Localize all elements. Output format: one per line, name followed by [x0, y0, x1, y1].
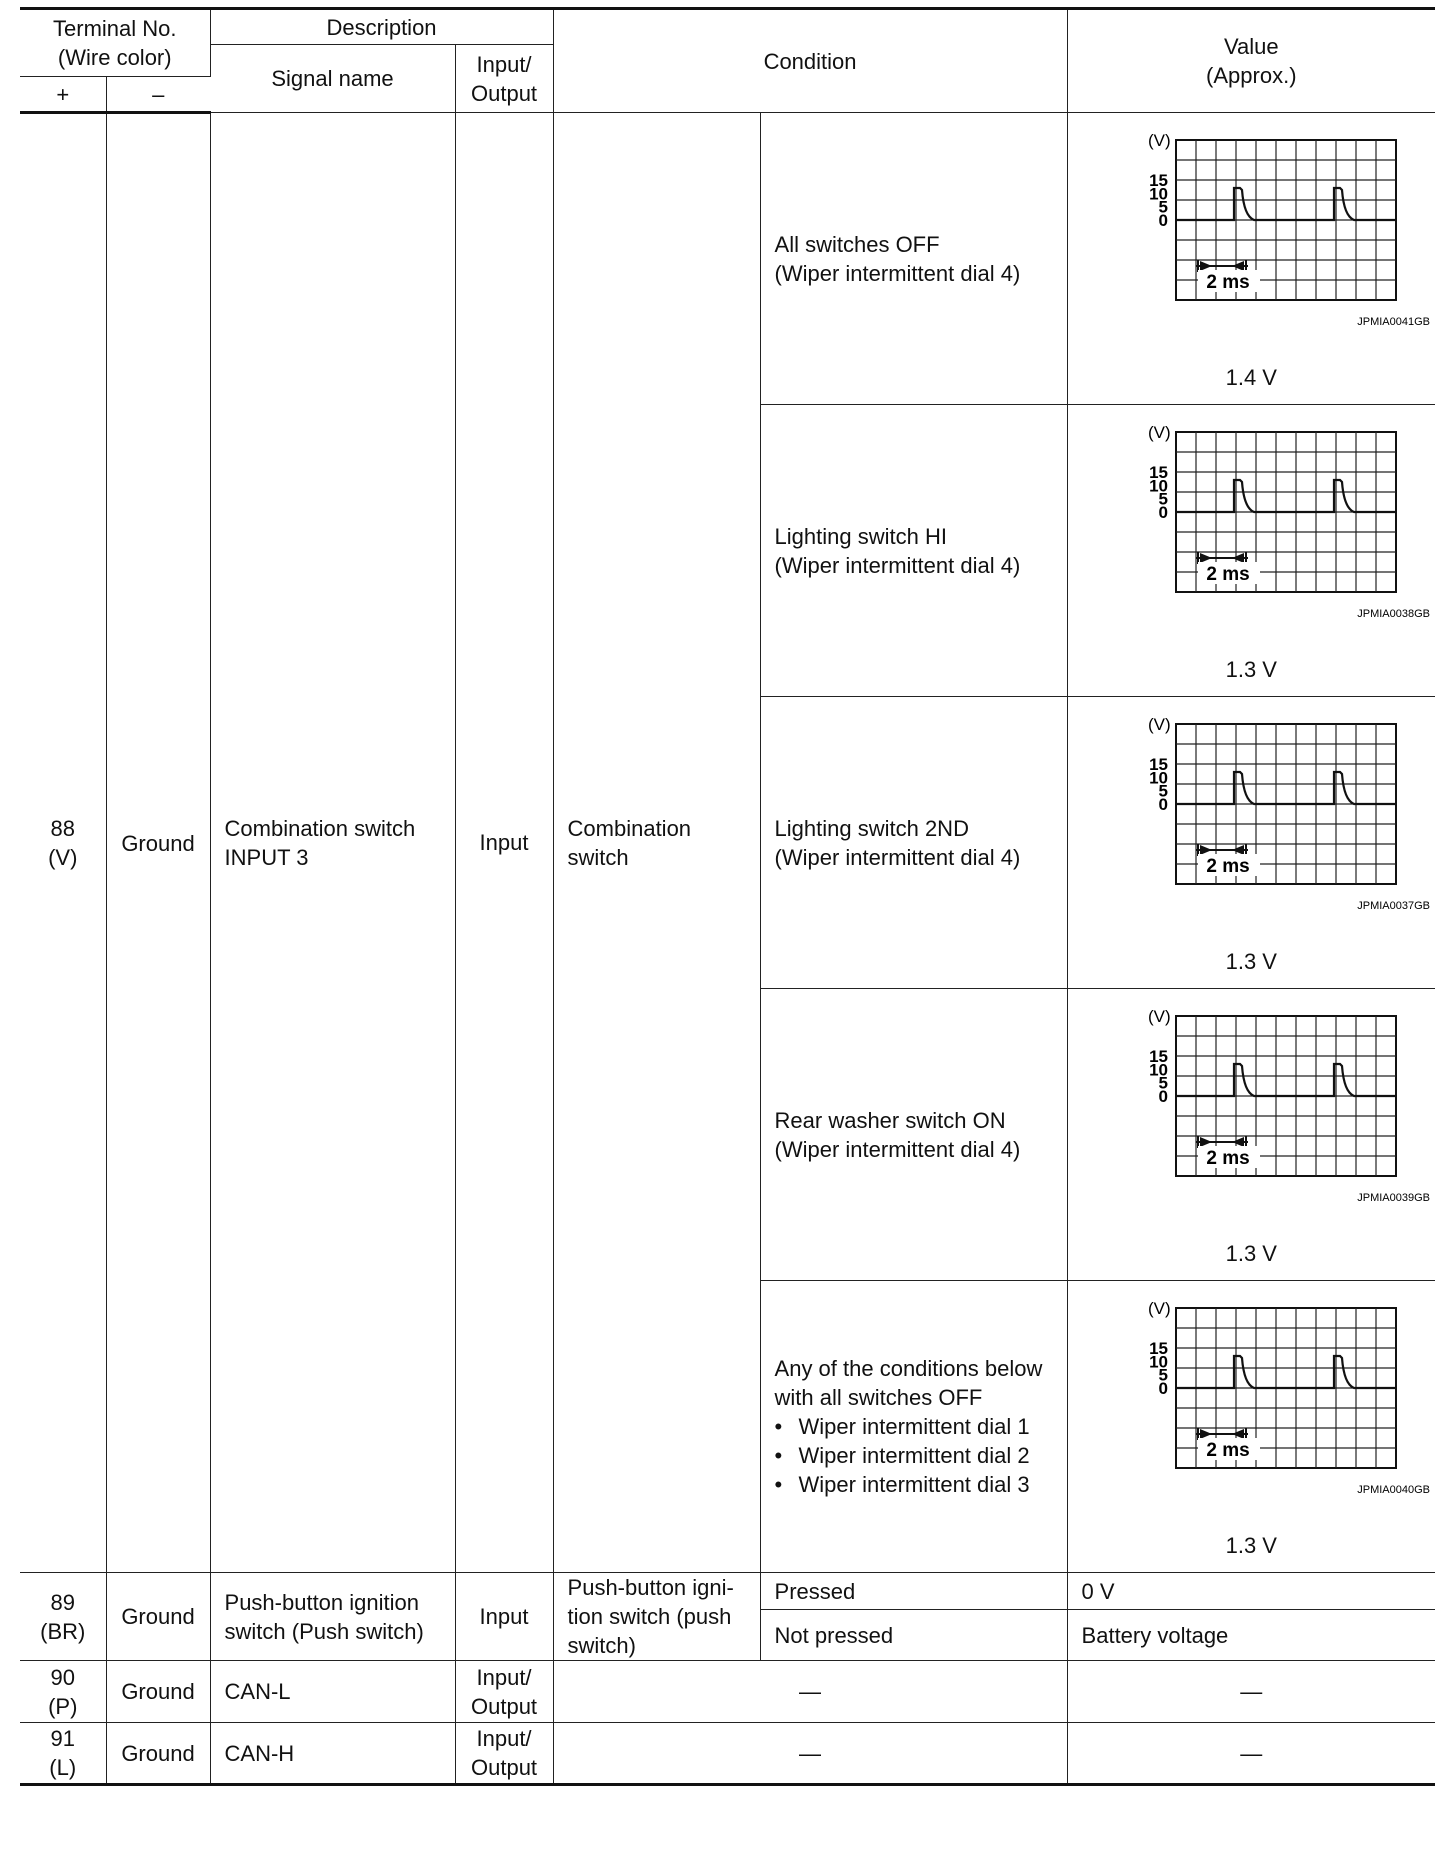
terminal-91-condition: —	[553, 1723, 1067, 1785]
terminal-spec-sheet	[20, 7, 1435, 1786]
terminal-88-minus: Ground	[106, 113, 210, 1573]
y-tick-label: 15	[1149, 754, 1169, 774]
terminal-91-signal: CAN-H	[210, 1723, 455, 1785]
terminal-89-condition: Push-button igni- tion switch (push switch)	[553, 1573, 760, 1661]
value-cell-4	[1067, 989, 1435, 1281]
y-tick-label: 10	[1149, 475, 1169, 495]
waveform-chart-4	[1082, 1003, 1431, 1243]
terminal-88: 88 (V)	[20, 113, 106, 1573]
bullet-item: • Wiper intermittent dial 1	[774, 1414, 1030, 1439]
plus-header: +	[20, 77, 106, 113]
terminal-88-signal: Combination switch INPUT 3	[210, 113, 455, 1573]
y-tick-label: 15	[1149, 1046, 1169, 1066]
value-header: Value (Approx.)	[1067, 9, 1435, 113]
y-tick-label: 0	[1158, 502, 1169, 522]
y-unit-label: (V)	[1148, 1006, 1171, 1026]
terminal-90: 90 (P)	[20, 1661, 106, 1723]
figure-id: JPMIA0041GB	[1357, 315, 1431, 328]
terminal-89-minus: Ground	[106, 1573, 210, 1661]
waveform-chart-3	[1082, 711, 1431, 951]
terminal-91-io: Input/ Output	[455, 1723, 553, 1785]
terminal-91-minus: Ground	[106, 1723, 210, 1785]
figure-id: JPMIA0037GB	[1357, 899, 1431, 912]
condition-any-of-below: Any of the conditions below with all switches OFF • Wiper intermittent dial 1 • Wiper intermittent dial 2 • Wiper intermittent dial 3	[760, 1281, 1067, 1573]
bullet-item: • Wiper intermittent dial 2	[774, 1443, 1030, 1468]
y-unit-label: (V)	[1148, 422, 1171, 442]
terminal-91-value: —	[1067, 1723, 1435, 1785]
terminal-88-io: Input	[455, 113, 553, 1573]
condition-lighting-hi: Lighting switch HI (Wiper intermittent dial 4)	[760, 405, 1067, 697]
oscilloscope-svg	[1101, 127, 1431, 367]
waveform-chart-1	[1082, 127, 1431, 367]
y-tick-label: 10	[1149, 767, 1169, 787]
terminal-89-signal: Push-button ignition switch (Push switch)	[210, 1573, 455, 1661]
figure-id: JPMIA0039GB	[1357, 1191, 1431, 1204]
terminal-table	[20, 7, 1435, 1786]
y-tick-label: 5	[1158, 197, 1169, 217]
y-tick-label: 5	[1158, 1073, 1169, 1093]
value-pressed: 0 V	[1067, 1573, 1435, 1610]
condition-lighting-2nd: Lighting switch 2ND (Wiper intermittent dial 4)	[760, 697, 1067, 989]
time-div-label: 2 ms	[1206, 1439, 1250, 1461]
oscilloscope-svg	[1101, 1295, 1431, 1535]
y-unit-label: (V)	[1148, 1298, 1171, 1318]
y-tick-label: 15	[1149, 462, 1169, 482]
y-tick-label: 0	[1158, 794, 1169, 814]
condition-header: Condition	[553, 9, 1067, 113]
waveform-chart-5	[1082, 1295, 1431, 1535]
time-div-label: 2 ms	[1206, 1147, 1250, 1169]
y-tick-label: 15	[1149, 170, 1169, 190]
value-cell-2	[1067, 405, 1435, 697]
terminal-90-condition: —	[553, 1661, 1067, 1723]
time-div-label: 2 ms	[1206, 563, 1250, 585]
voltage-value: 1.3 V	[1225, 656, 1277, 682]
y-tick-label: 0	[1158, 1378, 1169, 1398]
terminal-89-io: Input	[455, 1573, 553, 1661]
figure-id: JPMIA0040GB	[1357, 1483, 1431, 1496]
minus-header: –	[106, 77, 210, 113]
y-unit-label: (V)	[1148, 714, 1171, 734]
y-unit-label: (V)	[1148, 130, 1171, 150]
figure-id: JPMIA0038GB	[1357, 607, 1431, 620]
condition-not-pressed: Not pressed	[760, 1610, 1067, 1661]
condition-all-switches-off: All switches OFF (Wiper intermittent dial 4)	[760, 113, 1067, 405]
bullet-item: • Wiper intermittent dial 3	[774, 1472, 1030, 1497]
oscilloscope-svg	[1101, 419, 1431, 659]
y-tick-label: 5	[1158, 781, 1169, 801]
voltage-value: 1.3 V	[1225, 1240, 1277, 1266]
terminal-89: 89 (BR)	[20, 1573, 106, 1661]
io-header: Input/ Output	[455, 45, 553, 113]
y-tick-label: 10	[1149, 1059, 1169, 1079]
oscilloscope-svg	[1101, 711, 1431, 951]
terminal-90-value: —	[1067, 1661, 1435, 1723]
y-tick-label: 15	[1149, 1338, 1169, 1358]
y-tick-label: 10	[1149, 1351, 1169, 1371]
voltage-value: 1.4 V	[1225, 364, 1277, 390]
voltage-value: 1.3 V	[1225, 1532, 1277, 1558]
value-not-pressed: Battery voltage	[1067, 1610, 1435, 1661]
terminal-88-condition: Combination switch	[553, 113, 760, 1573]
condition-pressed: Pressed	[760, 1573, 1067, 1610]
value-cell-5	[1067, 1281, 1435, 1573]
value-cell-3	[1067, 697, 1435, 989]
terminal-91: 91 (L)	[20, 1723, 106, 1785]
y-tick-label: 10	[1149, 183, 1169, 203]
waveform-chart-2	[1082, 419, 1431, 659]
value-cell-1	[1067, 113, 1435, 405]
description-header: Description	[210, 9, 553, 45]
terminal-no-header: Terminal No. (Wire color)	[20, 9, 210, 77]
y-tick-label: 0	[1158, 210, 1169, 230]
y-tick-label: 5	[1158, 489, 1169, 509]
condition-rear-washer-on: Rear washer switch ON (Wiper intermittent dial 4)	[760, 989, 1067, 1281]
terminal-90-io: Input/ Output	[455, 1661, 553, 1723]
voltage-value: 1.3 V	[1225, 948, 1277, 974]
time-div-label: 2 ms	[1206, 271, 1250, 293]
signal-name-header: Signal name	[210, 45, 455, 113]
time-div-label: 2 ms	[1206, 855, 1250, 877]
terminal-90-signal: CAN-L	[210, 1661, 455, 1723]
y-tick-label: 5	[1158, 1365, 1169, 1385]
oscilloscope-svg	[1101, 1003, 1431, 1243]
terminal-90-minus: Ground	[106, 1661, 210, 1723]
y-tick-label: 0	[1158, 1086, 1169, 1106]
